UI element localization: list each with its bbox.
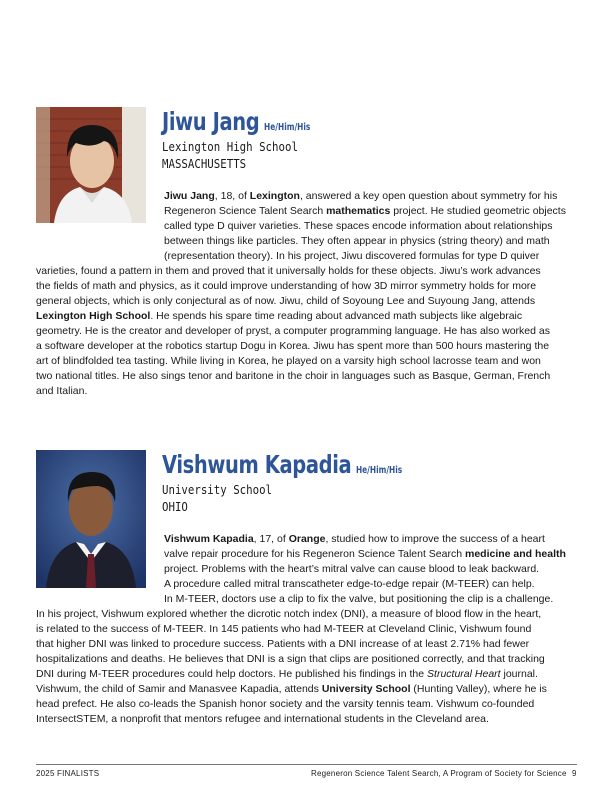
bio-text: (Hunting Valley), where he is (410, 683, 547, 695)
bio-text: project. He studied geometric objects (390, 205, 566, 217)
footer-divider (36, 764, 577, 765)
bio-text: IntersectSTEM, a nonprofit that mentors refugee and international students in the Cleveland area. (36, 713, 489, 725)
bio-text: Orange (288, 533, 326, 545)
bio-text: Regeneron Science Talent Search (164, 205, 327, 217)
bio-line (36, 324, 566, 339)
bio-line (36, 532, 566, 547)
bio-line (36, 234, 566, 249)
vishwum-kapadia-bio (36, 532, 566, 727)
bio-text: Structural Heart (427, 668, 501, 680)
bio-line (36, 339, 566, 354)
bio-text: a software developer at the robotics startup Dogu in Korea. Jiwu has spent more than 500 hours mastering the (36, 340, 550, 352)
bio-line (36, 264, 566, 279)
bio-text: journal. (500, 668, 538, 680)
bio-line (36, 607, 566, 622)
bio-text: head prefect. He also co-leads the Spanish honor society and the varsity tennis team. Vishwum co-founded (36, 698, 535, 710)
bio-line (36, 592, 566, 607)
bio-text: Lexington (249, 190, 300, 202)
bio-text: Lexington High School (36, 310, 151, 322)
jiwu-jang-bio (36, 189, 566, 399)
profile1-name-text: Jiwu Jang (162, 107, 260, 136)
bio-line (36, 622, 566, 637)
bio-text: (representation theory). In his project, Jiwu discovered formulas for type D quiver (164, 250, 540, 262)
bio-text: two national titles. He also sings tenor and baritone in the choir in languages such as Basque, German, French (36, 370, 551, 382)
bio-text: hospitalizations and deaths. He believes that DNI is a sign that clips are positioned correctly, and that tracking (36, 653, 545, 665)
bio-text: DNI during M-TEER procedures could help doctors. He published his findings in the (36, 668, 428, 680)
bio-line (36, 682, 566, 697)
bio-text: called type D quiver varieties. These spaces encode information about relationships (164, 220, 553, 232)
bio-text: varieties, found a pattern in them and proved that it universally holds for these objects. Jiwu’s work advances (36, 265, 541, 277)
bio-line (36, 279, 566, 294)
bio-line (36, 249, 566, 264)
profile2-name-text: Vishwum Kapadia (162, 450, 352, 479)
bio-text: Jiwu Jang (164, 190, 215, 202)
bio-line (36, 667, 566, 682)
bio-line (36, 637, 566, 652)
jiwu-jang-name (162, 108, 310, 142)
bio-text: geometry. He is the creator and developer of pryst, a computer programming language. He has also worked as (36, 325, 550, 337)
bio-text: Vishwum, the child of Samir and Manasvee Kapadia, attends (36, 683, 322, 695)
footer-left: 2025 FINALISTS (36, 769, 100, 778)
bio-text: A procedure called mitral transcatheter edge-to-edge repair (M-TEER) can help. (164, 578, 535, 590)
bio-text: art of blindfolded tea tasting. While living in Korea, he played on a varsity high school lacrosse team and won (36, 355, 541, 367)
footer-page-number: 9 (572, 769, 577, 778)
profile1-pronouns: He/Him/His (264, 122, 311, 133)
bio-text: . He spends his spare time reading about advanced math subjects like algebraic (150, 310, 523, 322)
bio-line (36, 189, 566, 204)
bio-line (36, 384, 566, 399)
bio-text: Vishwum Kapadia (164, 533, 254, 545)
bio-line (36, 354, 566, 369)
bio-text: University School (321, 683, 411, 695)
bio-text: and Italian. (36, 385, 88, 397)
bio-line (36, 369, 566, 384)
bio-line (36, 547, 566, 562)
vishwum-kapadia-name (162, 451, 402, 485)
bio-line (36, 577, 566, 592)
bio-text: is related to the success of M-TEER. In 145 patients who had M-TEER at Cleveland Clinic, Vishwum found (36, 623, 532, 635)
bio-text: project. Problems with the heart’s mitral valve can cause blood to leak backward. (164, 563, 540, 575)
bio-text: , answered a key open question about symmetry for his (299, 190, 558, 202)
bio-text: , 18, of (214, 190, 250, 202)
footer-right: Regeneron Science Talent Search, A Program of Society for Science (311, 769, 567, 778)
bio-text: medicine and health (464, 548, 566, 560)
bio-text: between things like particles. They often appear in physics (string theory) and math (164, 235, 550, 247)
bio-text: In his project, Vishwum explored whether the dicrotic notch index (DNI), a measure of blood flow in the heart, (36, 608, 542, 620)
bio-line (36, 204, 566, 219)
profile2-pronouns: He/Him/His (355, 465, 403, 476)
bio-text: , 17, of (253, 533, 289, 545)
bio-text: general objects, which is only conjectural as of now. Jiwu, child of Soyoung Lee and Suyoung Jang, attends (36, 295, 536, 307)
bio-text: valve repair procedure for his Regeneron Science Talent Search (164, 548, 465, 560)
jiwu-jang-school: Lexington High School (162, 139, 298, 154)
bio-text: the fields of math and physics, as it could improve understanding of how 3D mirror symmetry holds for more (36, 280, 537, 292)
bio-line (36, 712, 566, 727)
bio-line (36, 652, 566, 667)
bio-text: mathematics (326, 205, 391, 217)
bio-text: , studied how to improve the success of a heart (325, 533, 545, 545)
bio-line (36, 294, 566, 309)
bio-text: In M-TEER, doctors use a clip to fix the valve, but positioning the clip is a challenge. (164, 593, 554, 605)
bio-line (36, 697, 566, 712)
bio-line (36, 219, 566, 234)
bio-line (36, 309, 566, 324)
jiwu-jang-state: MASSACHUSETTS (162, 156, 247, 171)
vishwum-kapadia-state: OHIO (162, 499, 188, 514)
bio-text: that higher DNI was linked to procedure success. Patients with a DNI increase of at least 2.71% had fewer (36, 638, 530, 650)
bio-line (36, 562, 566, 577)
vishwum-kapadia-school: University School (162, 482, 273, 497)
